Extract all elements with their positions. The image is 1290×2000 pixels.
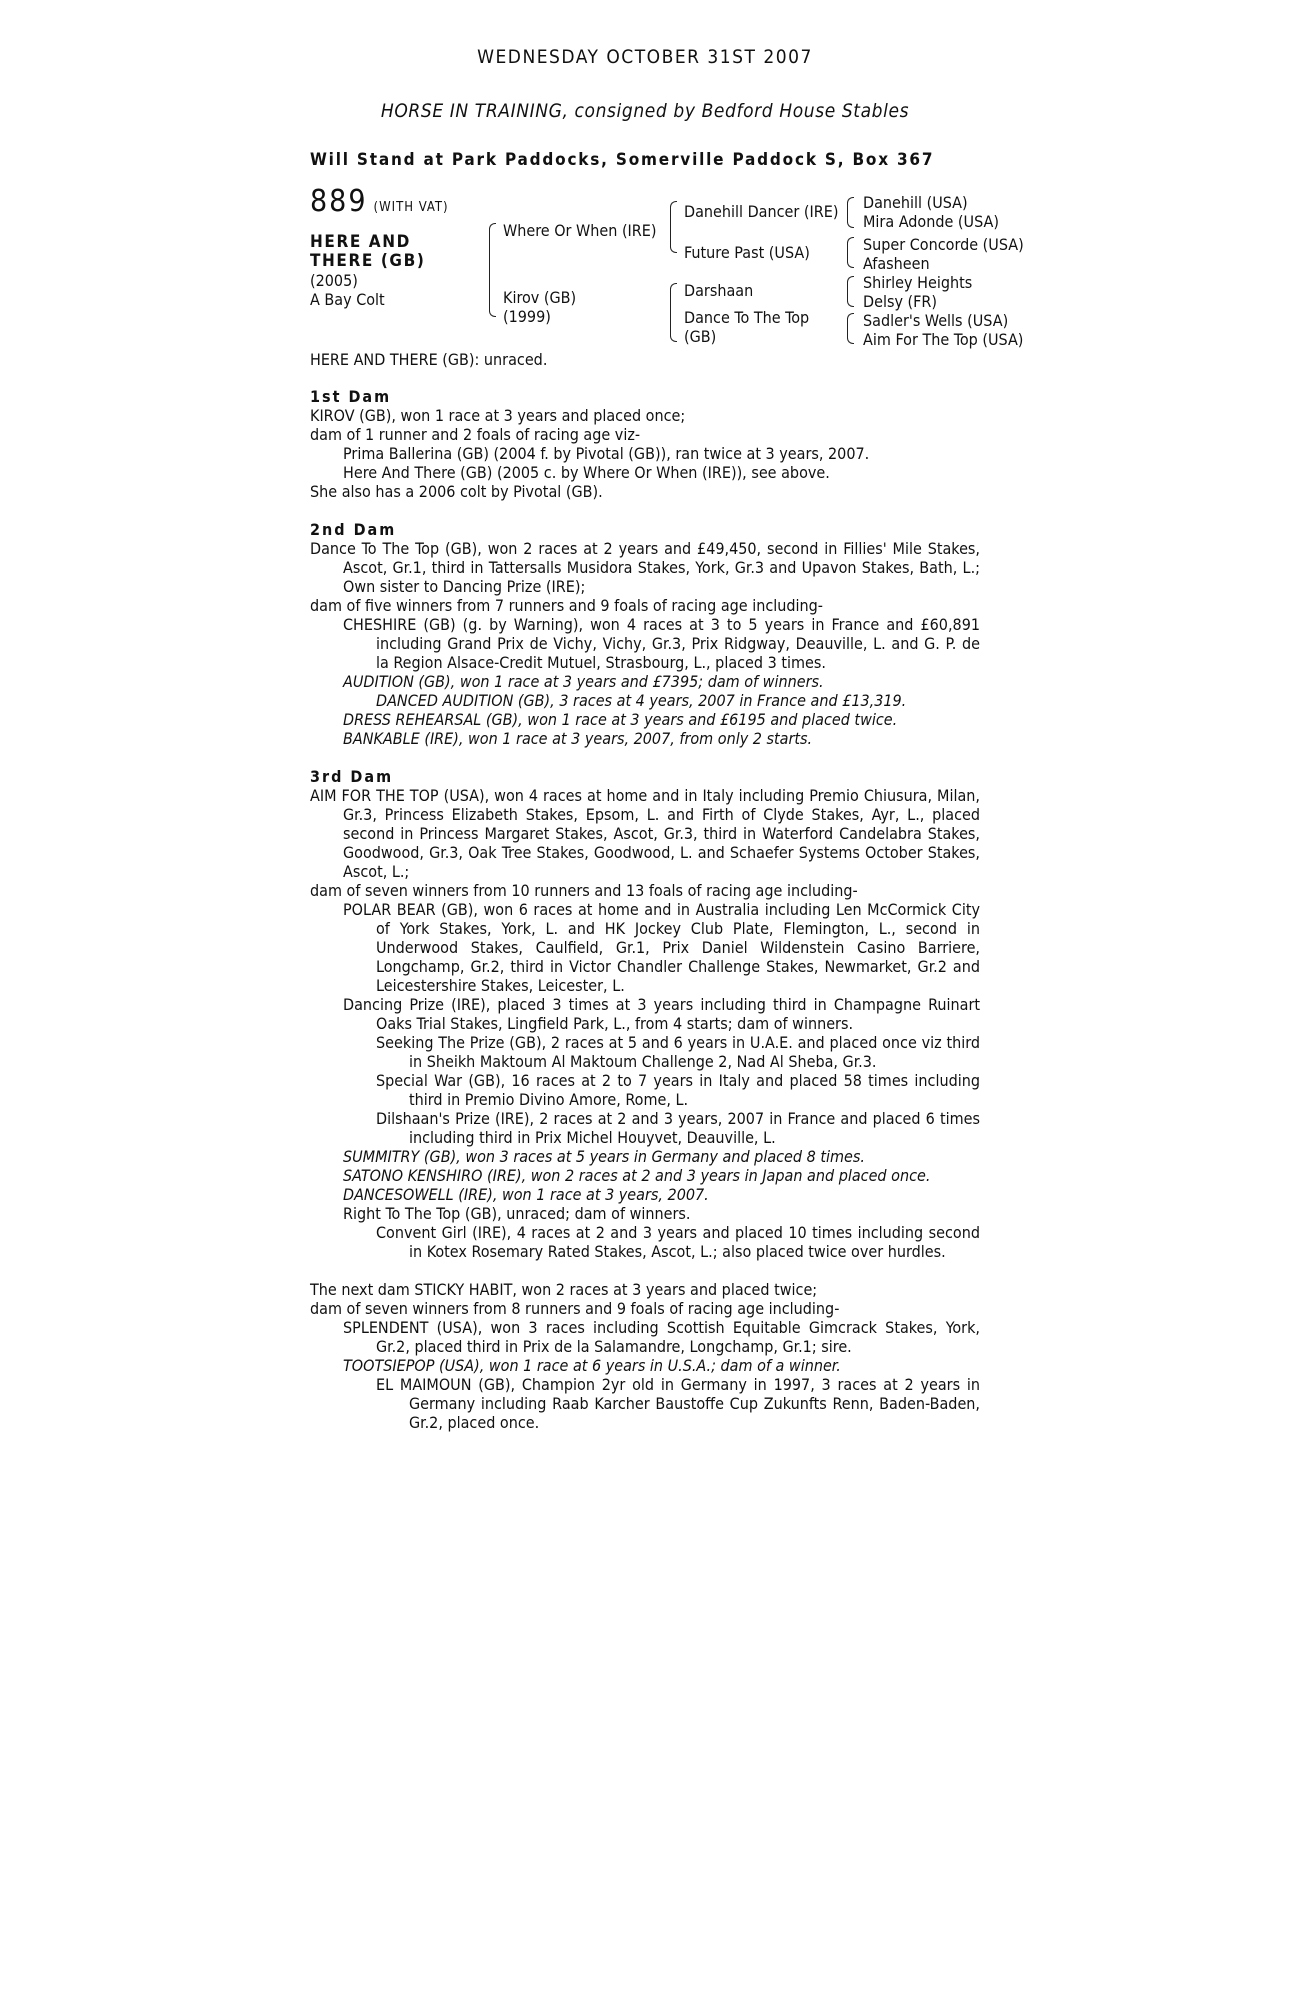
lot-number: 889 [310, 184, 368, 219]
consignment-line: HORSE IN TRAINING, consigned by Bedford House Stables [380, 100, 910, 122]
pedigree-dam-dam-suffix: (GB) [684, 327, 717, 346]
produce-record [310, 387, 980, 1432]
pedigree-brace-2b [670, 283, 677, 342]
first-dam-line: KIROV (GB), won 1 race at 3 years and placed once; [310, 406, 686, 425]
second-dam-entry: dam of five winners from 7 runners and 9 foals of racing age including- [310, 596, 823, 615]
second-dam-entry: DRESS REHEARSAL (GB), won 1 race at 3 years and £6195 and placed twice. [343, 710, 898, 729]
second-dam-entry: AUDITION (GB), won 1 race at 3 years and £7395; dam of winners. [343, 672, 824, 691]
first-dam-line: She also has a 2006 colt by Pivotal (GB). [310, 482, 603, 501]
pedigree-ggs-7: Sadler's Wells (USA) [863, 311, 1009, 330]
third-dam-entry: Dilshaan's Prize (IRE), 2 races at 2 and 3 years, 2007 in France and placed 6 times including third in Prix Michel Houyvet, Deauville, L. [376, 1109, 980, 1147]
third-dam-entry: Special War (GB), 16 races at 2 to 7 years in Italy and placed 58 times including third in Premio Divino Amore, Rome, L. [376, 1071, 980, 1109]
third-dam-entry: SATONO KENSHIRO (IRE), won 2 races at 2 and 3 years in Japan and placed once. [343, 1166, 931, 1185]
pedigree-brace-3a [847, 197, 854, 228]
first-dam-line: Prima Ballerina (GB) (2004 f. by Pivotal (GB)), ran twice at 3 years, 2007. [343, 444, 870, 463]
pedigree-ggs-2: Mira Adonde (USA) [863, 212, 999, 231]
pedigree-sire-sire: Danehill Dancer (IRE) [684, 202, 839, 221]
next-dam-entry: SPLENDENT (USA), won 3 races including Scottish Equitable Gimcrack Stakes, York, Gr.2, placed third in Prix de la Salamandre, Longchamp, Gr.1; sire. [343, 1318, 980, 1356]
pedigree-ggs-3: Super Concorde (USA) [863, 235, 1024, 254]
third-dam-entry: POLAR BEAR (GB), won 6 races at home and in Australia including Len McCormick City of York Stakes, York, L. and HK Jockey Club Plate, Flemington, L., second in Underwood Stakes, Caulfield, Gr.1, Prix Daniel Wildenstein Casino Barriere, Longchamp, Gr.2, third in Victor Chandler Challenge Stakes, Newmarket, Gr.2 and Leicestershire Stakes, Leicester, L. [343, 900, 980, 995]
horse-name: HERE AND THERE (GB) [310, 232, 426, 271]
first-dam-line: dam of 1 runner and 2 foals of racing age viz- [310, 425, 641, 444]
third-dam-entry: SUMMITRY (GB), won 3 races at 5 years in Germany and placed 8 times. [343, 1147, 865, 1166]
pedigree-sire-dam: Future Past (USA) [684, 243, 810, 262]
pedigree-dam: Kirov (GB) [503, 288, 577, 307]
first-dam-line: Here And There (GB) (2005 c. by Where Or When (IRE)), see above. [343, 463, 830, 482]
pedigree-ggs-6: Delsy (FR) [863, 292, 938, 311]
pedigree-brace-3d [847, 313, 854, 344]
pedigree-ggs-8: Aim For The Top (USA) [863, 330, 1024, 349]
horse-description: A Bay Colt [310, 290, 385, 309]
second-dam-heading: 2nd Dam [310, 520, 397, 539]
second-dam-entry: CHESHIRE (GB) (g. by Warning), won 4 races at 3 to 5 years in France and £60,891 including Grand Prix de Vichy, Vichy, Gr.3, Prix Ridgway, Deauville, L. and G. P. de la Region Alsace-Credit Mutuel, Strasbourg, L., placed 3 times. [343, 615, 980, 672]
first-dam-heading: 1st Dam [310, 387, 392, 406]
pedigree-brace-2a [670, 201, 677, 253]
next-dam-entry: The next dam STICKY HABIT, won 2 races at 3 years and placed twice; [310, 1280, 818, 1299]
next-dam-entry: TOOTSIEPOP (USA), won 1 race at 6 years in U.S.A.; dam of a winner. [343, 1356, 841, 1375]
third-dam-heading: 3rd Dam [310, 767, 394, 786]
pedigree-brace-1 [489, 223, 496, 317]
pedigree-ggs-1: Danehill (USA) [863, 193, 968, 212]
stand-location: Will Stand at Park Paddocks, Somerville Paddock S, Box 367 [310, 150, 935, 170]
pedigree-brace-3c [847, 276, 854, 307]
pedigree-ggs-4: Afasheen [863, 254, 930, 273]
sale-date: WEDNESDAY OCTOBER 31ST 2007 [477, 46, 813, 68]
second-dam-entry: DANCED AUDITION (GB), 3 races at 4 years, 2007 in France and £13,319. [376, 691, 907, 710]
pedigree-sire: Where Or When (IRE) [503, 221, 657, 240]
unraced-note: HERE AND THERE (GB): unraced. [310, 350, 548, 369]
second-dam-entry: Dance To The Top (GB), won 2 races at 2 years and £49,450, second in Fillies' Mile Stakes, Ascot, Gr.1, third in Tattersalls Musidora Stakes, York, Gr.3 and Upavon Stakes, Bath, L.; Own sister to Dancing Prize (IRE); [310, 539, 980, 596]
third-dam-entry: AIM FOR THE TOP (USA), won 4 races at home and in Italy including Premio Chiusura, Milan, Gr.3, Princess Elizabeth Stakes, Epsom, L. and Firth of Clyde Stakes, Ayr, L., placed second in Princess Margaret Stakes, Ascot, Gr.3, third in Waterford Candelabra Stakes, Goodwood, Gr.3, Oak Tree Stakes, Goodwood, L. and Schaefer Systems October Stakes, Ascot, L.; [310, 786, 980, 881]
third-dam-entry: Dancing Prize (IRE), placed 3 times at 3 years including third in Champagne Ruinart Oaks Trial Stakes, Lingfield Park, L., from 4 starts; dam of winners. [343, 995, 980, 1033]
third-dam-entry: DANCESOWELL (IRE), won 1 race at 3 years, 2007. [343, 1185, 709, 1204]
next-dam-entry: dam of seven winners from 8 runners and 9 foals of racing age including- [310, 1299, 840, 1318]
lot-number-line [310, 184, 449, 219]
pedigree-dam-year: (1999) [503, 307, 551, 326]
second-dam-entry: BANKABLE (IRE), won 1 race at 3 years, 2007, from only 2 starts. [343, 729, 813, 748]
third-dam-entry: dam of seven winners from 10 runners and 13 foals of racing age including- [310, 881, 858, 900]
pedigree-dam-sire: Darshaan [684, 281, 754, 300]
third-dam-entry: Right To The Top (GB), unraced; dam of winners. [343, 1204, 691, 1223]
pedigree-brace-3b [847, 237, 854, 268]
pedigree-dam-dam: Dance To The Top [684, 308, 810, 327]
third-dam-entry: Convent Girl (IRE), 4 races at 2 and 3 years and placed 10 times including second in Kotex Rosemary Rated Stakes, Ascot, L.; also placed twice over hurdles. [376, 1223, 980, 1261]
third-dam-entry: Seeking The Prize (GB), 2 races at 5 and 6 years in U.A.E. and placed once viz third in Sheikh Maktoum Al Maktoum Challenge 2, Nad Al Sheba, Gr.3. [376, 1033, 980, 1071]
pedigree-ggs-5: Shirley Heights [863, 273, 973, 292]
vat-note: (WITH VAT) [373, 200, 449, 215]
next-dam-entry: EL MAIMOUN (GB), Champion 2yr old in Germany in 1997, 3 races at 2 years in Germany including Raab Karcher Baustoffe Cup Zukunfts Renn, Baden-Baden, Gr.2, placed once. [376, 1375, 980, 1432]
foaling-year: (2005) [310, 271, 358, 290]
